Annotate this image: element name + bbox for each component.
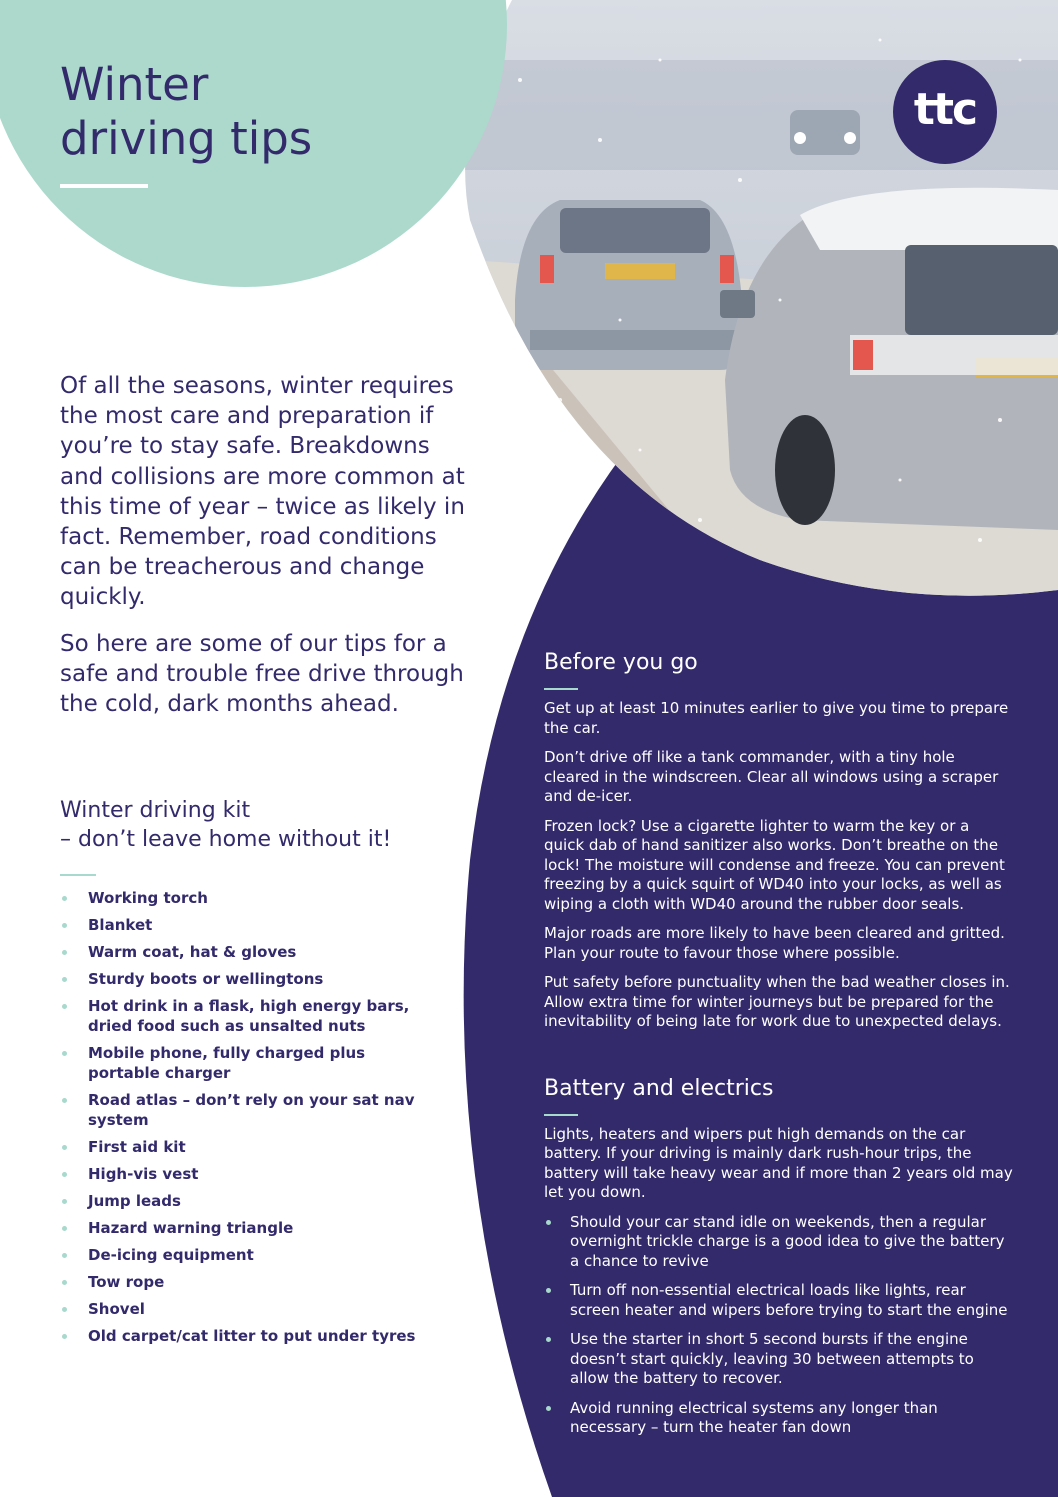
before-you-go-paragraph: Don’t drive off like a tank commander, with a tiny hole cleared in the windscreen. Clear all windows using a scraper and de-icer. (544, 748, 999, 805)
list-item: High-vis vest (60, 1164, 420, 1184)
bullet-icon (62, 1051, 67, 1056)
list-item: Jump leads (60, 1191, 420, 1211)
intro-paragraph-2: So here are some of our tips for a safe and trouble free drive through the cold, dark months ahead. (60, 630, 464, 718)
list-item: Road atlas – don’t rely on your sat nav system (60, 1090, 420, 1130)
list-item: Turn off non-essential electrical loads like lights, rear screen heater and wipers before trying to start the engine (544, 1281, 1014, 1320)
before-you-go-paragraph: Major roads are more likely to have been cleared and gritted. Plan your route to favour those where possible. (544, 924, 1005, 962)
bullet-icon (62, 1004, 67, 1009)
list-item: First aid kit (60, 1137, 420, 1157)
before-you-go-paragraph: Put safety before punctuality when the bad weather closes in. Allow extra time for winter journeys but be prepared for the inevitability of being late for work due to unexpected delays. (544, 973, 1010, 1030)
list-item: De-icing equipment (60, 1245, 420, 1265)
bullet-icon (62, 1226, 67, 1231)
bullet-icon (62, 923, 67, 928)
list-item: Avoid running electrical systems any longer than necessary – turn the heater fan down (544, 1399, 1014, 1438)
list-item: Working torch (60, 888, 420, 908)
list-item: Use the starter in short 5 second bursts if the engine doesn’t start quickly, leaving 30 between attempts to allow the battery to recover. (544, 1330, 1014, 1389)
kit-list (60, 888, 420, 1346)
title-underline (60, 184, 148, 188)
before-you-go-heading: Before you go (544, 650, 698, 675)
bullet-icon (546, 1337, 551, 1342)
battery-rule (544, 1114, 578, 1116)
bullet-icon (62, 1334, 67, 1339)
bullet-icon (62, 1098, 67, 1103)
list-item: Hot drink in a flask, high energy bars, dried food such as unsalted nuts (60, 996, 420, 1036)
title-line-2: driving tips (60, 112, 313, 165)
list-item: Should your car stand idle on weekends, then a regular overnight trickle charge is a good idea to give the battery a chance to revive (544, 1213, 1014, 1272)
bullet-icon (62, 950, 67, 955)
bullet-icon (62, 1307, 67, 1312)
bullet-icon (62, 1199, 67, 1204)
intro-paragraph-1: Of all the seasons, winter requires the most care and preparation if you’re to stay safe. Breakdowns and collisions are more common at this time of year – twice as likely in fact. Remember, road conditions can be treacherous and change quickly. (60, 373, 465, 611)
kit-heading-rule (60, 874, 96, 876)
list-item: Mobile phone, fully charged plus portable charger (60, 1043, 420, 1083)
list-item: Shovel (60, 1299, 420, 1319)
bullet-icon (62, 1280, 67, 1285)
winter-kit-section (60, 796, 420, 1353)
bullet-icon (62, 1145, 67, 1150)
battery-list (544, 1213, 1014, 1438)
list-item: Warm coat, hat & gloves (60, 942, 420, 962)
title-line-1: Winter (60, 58, 209, 111)
bullet-icon (546, 1406, 551, 1411)
page-title (60, 58, 460, 166)
bullet-icon (62, 896, 67, 901)
list-item: Sturdy boots or wellingtons (60, 969, 420, 989)
bullet-icon (62, 1172, 67, 1177)
list-item: Old carpet/cat litter to put under tyres (60, 1326, 420, 1346)
bullet-icon (546, 1220, 551, 1225)
bullet-icon (546, 1288, 551, 1293)
tips-column (544, 648, 1014, 1448)
list-item: Blanket (60, 915, 420, 935)
before-you-go-paragraph: Frozen lock? Use a cigarette lighter to warm the key or a quick dab of hand sanitizer also works. Don’t breathe on the lock! The moisture will condense and freeze. You can prevent freezing by a quick squirt of WD40 into your locks, as well as wiping a cloth with WD40 around the rubber door seals. (544, 816, 1005, 913)
before-you-go-paragraph: Get up at least 10 minutes earlier to give you time to prepare the car. (544, 699, 1009, 737)
list-item: Hazard warning triangle (60, 1218, 420, 1238)
ttc-logo: ttc (893, 60, 997, 164)
bullet-icon (62, 1253, 67, 1258)
list-item: Tow rope (60, 1272, 420, 1292)
battery-heading: Battery and electrics (544, 1075, 774, 1101)
intro-text (60, 371, 480, 735)
before-you-go-rule (544, 688, 578, 690)
battery-intro: Lights, heaters and wipers put high demands on the car battery. If your driving is mainly dark rush-hour trips, the battery will take heavy wear and if more than 2 years old may let you down. (544, 1124, 1013, 1201)
kit-heading: Winter driving kit – don’t leave home without it! (60, 798, 392, 852)
section-spacer (544, 1042, 1014, 1074)
bullet-icon (62, 977, 67, 982)
